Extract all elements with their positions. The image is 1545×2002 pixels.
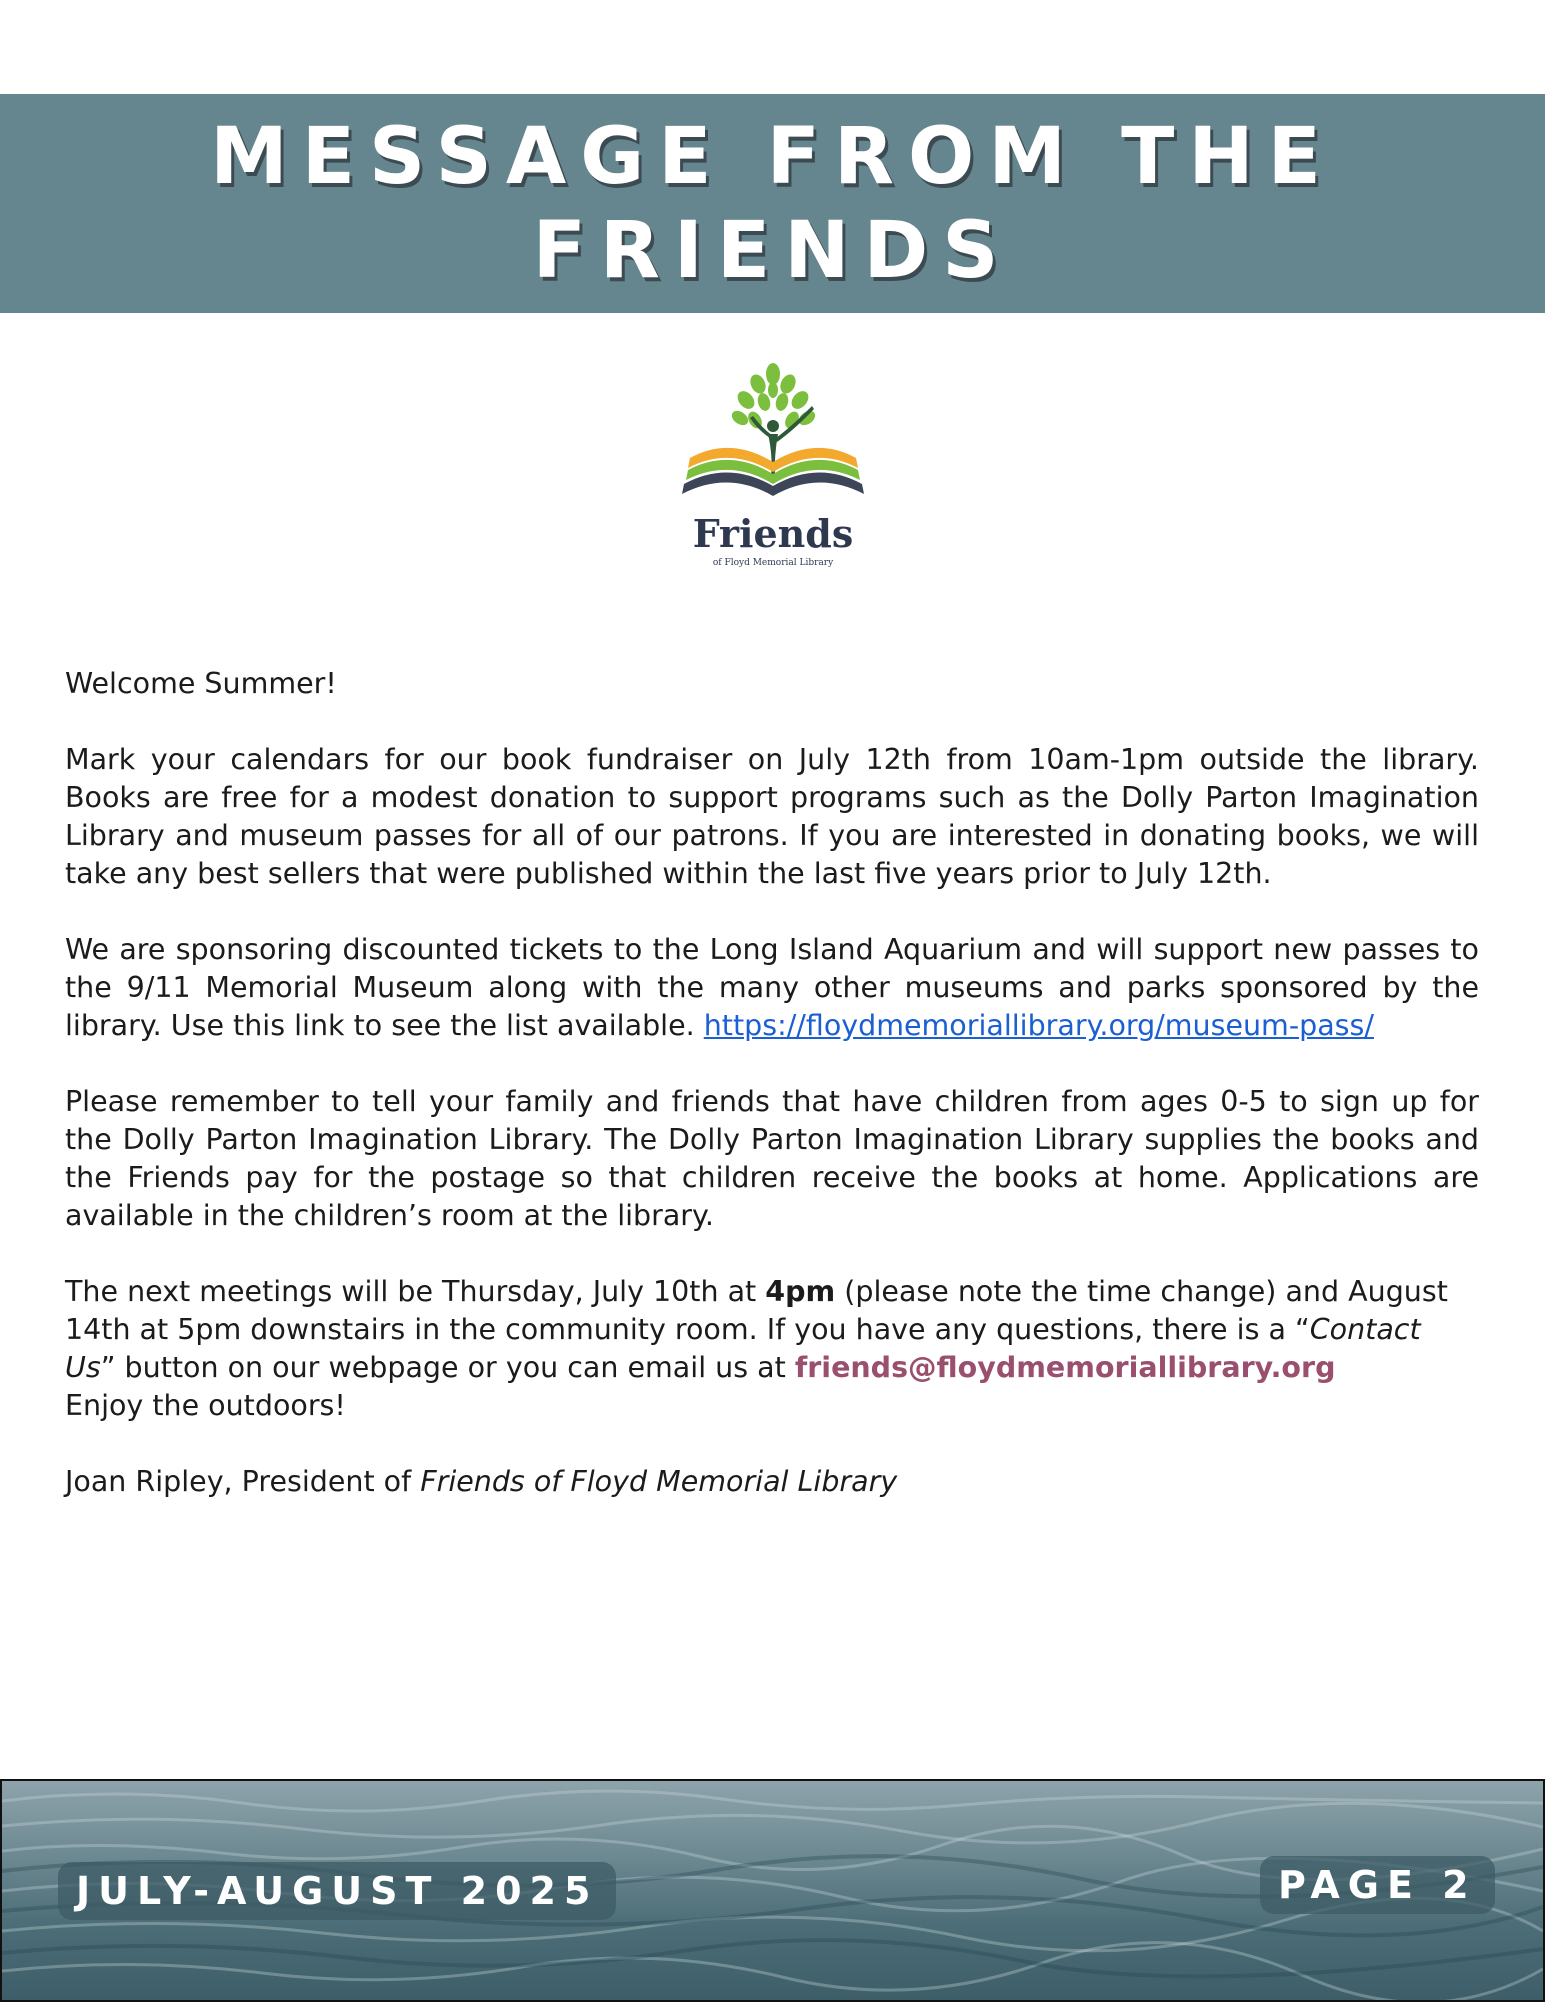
meetings-text-a: The next meetings will be Thursday, July 10th at	[65, 1275, 766, 1308]
page-number-badge: PAGE 2	[1260, 1856, 1495, 1914]
title-line-2: FRIENDS	[532, 205, 1013, 296]
email-address[interactable]: friends@floydmemoriallibrary.org	[794, 1351, 1336, 1384]
friends-logo	[680, 360, 866, 580]
meeting-time-bold: 4pm	[765, 1275, 836, 1308]
meetings-text-c: ” button on our webpage or you can email us at	[100, 1351, 795, 1384]
title-banner	[0, 94, 1545, 313]
museum-pass-link[interactable]: https://floydmemoriallibrary.org/museum-pass/	[703, 1009, 1374, 1042]
paragraph-museum-passes	[65, 931, 1479, 1045]
paragraph-meetings	[65, 1273, 1479, 1387]
contact-us-italic: Contact Us	[65, 1313, 1421, 1384]
footer-water-band	[0, 1779, 1545, 2002]
title-line-1: MESSAGE FROM THE	[210, 111, 1335, 202]
greeting: Welcome Summer!	[65, 667, 337, 700]
tree-on-open-book-icon	[680, 360, 866, 510]
closing-line: Enjoy the outdoors!	[65, 1389, 346, 1422]
paragraph-imagination-library: Please remember to tell your family and friends that have children from ages 0-5 to sign up for the Dolly Parton Imagination Library. The Dolly Parton Imagination Library supplies the books and the Friends pay for the postage so that children receive the books at home. Applications are available in the children’s room at the library.	[65, 1085, 1479, 1232]
logo-subtitle: of Floyd Memorial Library	[712, 558, 834, 568]
signature-name: Joan Ripley, President of	[65, 1465, 421, 1498]
meetings-text-b: (please note the time change) and August 14th at 5pm downstairs in the community room. If you have any questions, there is a “	[65, 1275, 1448, 1346]
organization-name: Friends of Floyd Memorial Library	[420, 1465, 898, 1498]
paragraph-fundraiser: Mark your calendars for our book fundraiser on July 12th from 10am-1pm outside the library. Books are free for a modest donation to support programs such as the Dolly Parton Imagination Library and museum passes for all of our patrons. If you are interested in donating books, we will take any best sellers that were published within the last five years prior to July 12th.	[65, 743, 1479, 890]
signature	[65, 1463, 1479, 1501]
issue-date-badge: JULY-AUGUST 2025	[58, 1862, 616, 1920]
logo-wordmark: Friends	[692, 511, 854, 556]
museum-pass-text: We are sponsoring discounted tickets to the Long Island Aquarium and will support new passes to the 9/11 Memorial Museum along with the many other museums and parks sponsored by the library. Use this link to see the list available.	[65, 933, 1479, 1042]
message-body	[65, 665, 1479, 1539]
